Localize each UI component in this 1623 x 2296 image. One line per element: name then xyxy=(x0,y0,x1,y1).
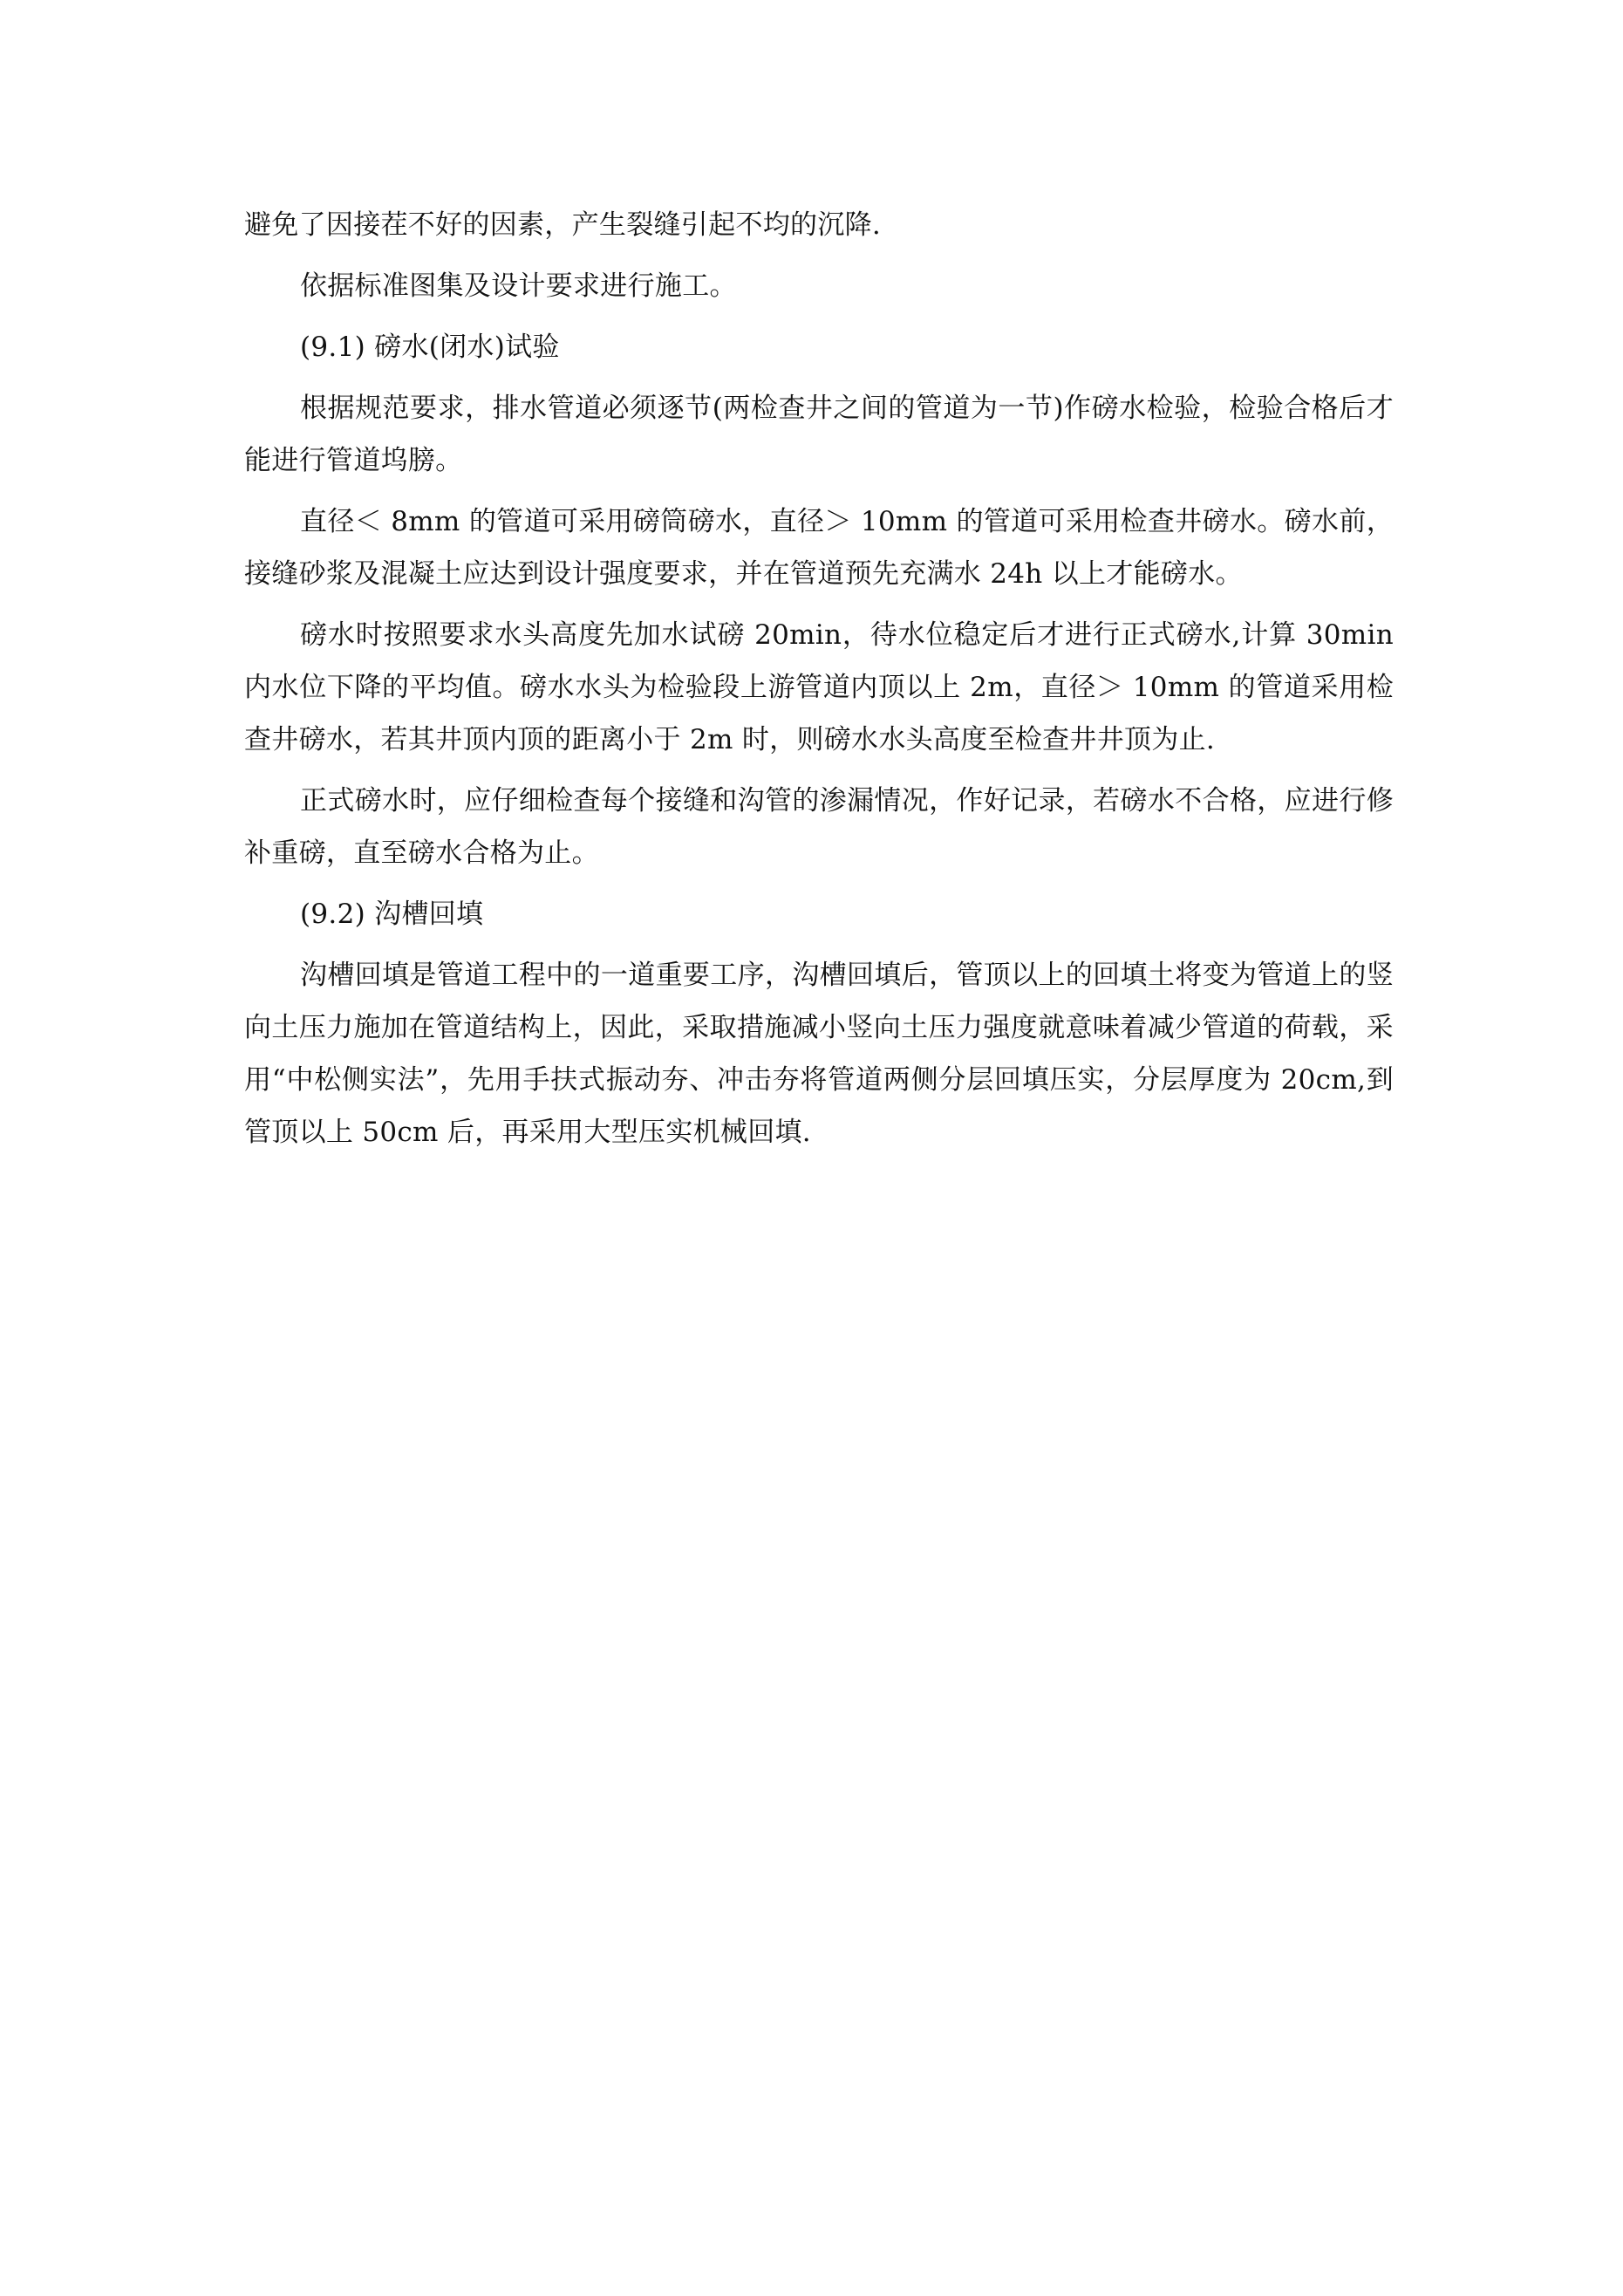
paragraph-formal-test: 正式磅水时，应仔细检查每个接缝和沟管的渗漏情况，作好记录，若磅水不合格，应进行修补重磅，直至磅水合格为止。 xyxy=(244,785,1394,869)
document-body xyxy=(244,199,1394,1167)
paragraph-diameter-method: 直径＜ 8mm 的管道可采用磅筒磅水，直径＞ 10mm 的管道可采用检查井磅水。磅水前，接缝砂浆及混凝土应达到设计强度要求，并在管道预先充满水 24h 以上才能磅水。 xyxy=(244,506,1394,590)
paragraph-construction-basis: 依据标准图集及设计要求进行施工。 xyxy=(300,270,737,302)
paragraph-trench-backfill: 沟槽回填是管道工程中的一道重要工序，沟槽回填后，管顶以上的回填土将变为管道上的竖向土压力施加在管道结构上，因此，采取措施减小竖向土压力强度就意味着减少管道的荷载，采用“中松侧实法”，先用手扶式振动夯、冲击夯将管道两侧分层回填压实，分层厚度为 20cm,到管顶以上 50cm 后，再采用大型压实机械回填. xyxy=(244,960,1394,1148)
section-heading-9-2: (9.2) 沟槽回填 xyxy=(300,899,484,930)
paragraph-test-requirement: 根据规范要求，排水管道必须逐节(两检查井之间的管道为一节)作磅水检验，检验合格后才能进行管道坞膀。 xyxy=(244,393,1394,476)
section-heading-9-1: (9.1) 磅水(闭水)试验 xyxy=(300,331,560,363)
paragraph-continuation: 避免了因接茬不好的因素，产生裂缝引起不均的沉降. xyxy=(244,209,882,241)
paragraph-test-procedure: 磅水时按照要求水头高度先加水试磅 20min，待水位稳定后才进行正式磅水,计算 30min 内水位下降的平均值。磅水水头为检验段上游管道内顶以上 2m，直径＞ 10mm 的管道采用检查井磅水，若其井顶内顶的距离小于 2m 时，则磅水水头高度至检查井井顶为止. xyxy=(244,619,1394,755)
